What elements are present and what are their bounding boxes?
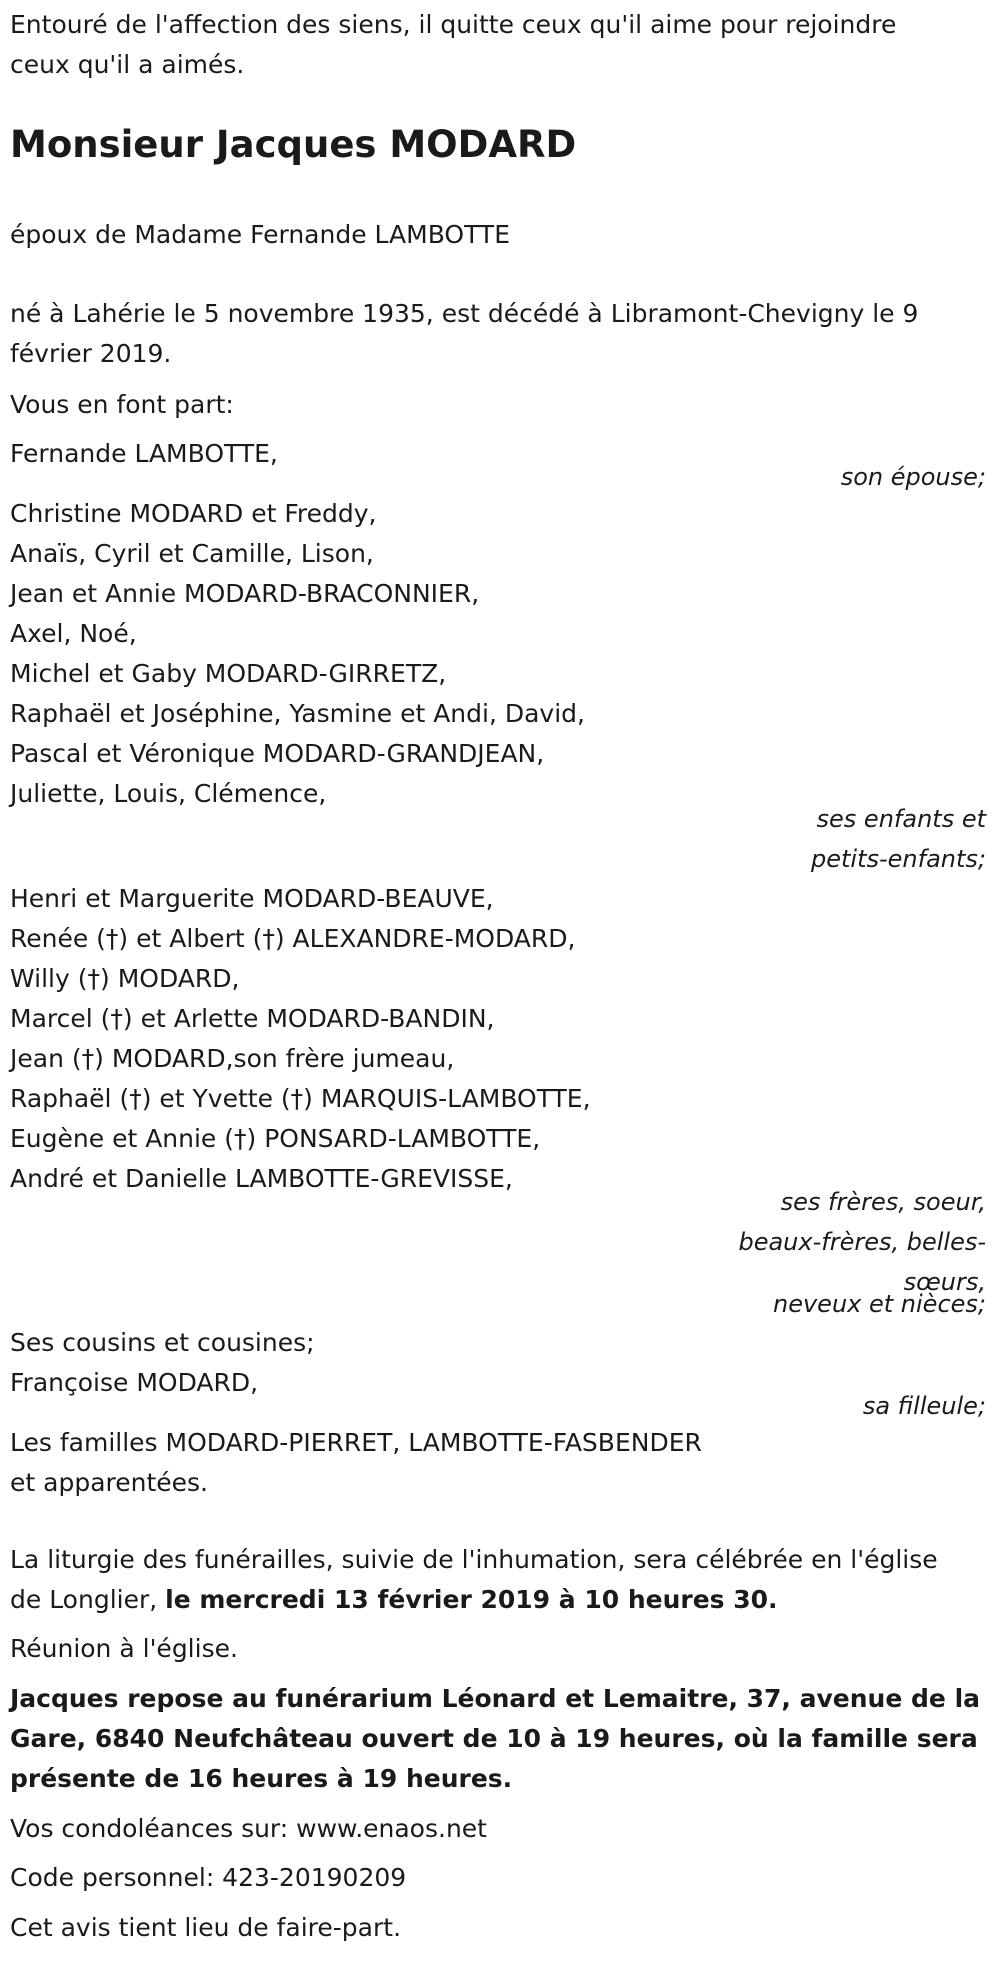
siblings-line: Willy (†) MODARD, <box>10 964 240 993</box>
children-line: Axel, Noé, <box>10 619 137 648</box>
closing-line: Cet avis tient lieu de faire-part. <box>10 1913 402 1942</box>
funerarium-line-2: Gare, 6840 Neufchâteau ouvert de 10 à 19 heures, où la famille sera <box>10 1724 978 1753</box>
siblings-line: Jean (†) MODARD,son frère jumeau, <box>10 1044 455 1073</box>
children-line: Christine MODARD et Freddy, <box>10 499 377 528</box>
siblings-role-3: sœurs, <box>903 1268 986 1296</box>
condolences-line: Vos condoléances sur: www.enaos.net <box>10 1814 487 1843</box>
announce-line: Vous en font part: <box>10 390 234 419</box>
spouse-line: époux de Madame Fernande LAMBOTTE <box>10 220 510 249</box>
wife-name: Fernande LAMBOTTE, <box>10 439 278 468</box>
siblings-line: Eugène et Annie (†) PONSARD-LAMBOTTE, <box>10 1124 541 1153</box>
siblings-role-2: beaux-frères, belles- <box>738 1228 986 1256</box>
code-line: Code personnel: 423-20190209 <box>10 1863 407 1892</box>
liturgy-date: le mercredi 13 février 2019 à 10 heures 30. <box>165 1585 778 1614</box>
reunion-line: Réunion à l'église. <box>10 1634 238 1663</box>
children-line: Anaïs, Cyril et Camille, Lison, <box>10 539 374 568</box>
liturgy-line-1: La liturgie des funérailles, suivie de l'inhumation, sera célébrée en l'église <box>10 1545 938 1574</box>
cousins-line: Ses cousins et cousines; <box>10 1328 315 1357</box>
intro-line-2: ceux qu'il a aimés. <box>10 50 245 79</box>
siblings-role-1: ses frères, soeur, <box>780 1188 986 1216</box>
deceased-name: Monsieur Jacques MODARD <box>10 123 577 166</box>
siblings-line: Raphaël (†) et Yvette (†) MARQUIS-LAMBOTTE, <box>10 1084 591 1113</box>
children-line: Michel et Gaby MODARD-GIRRETZ, <box>10 659 447 688</box>
siblings-line: André et Danielle LAMBOTTE-GREVISSE, <box>10 1164 513 1193</box>
families-line-1: Les familles MODARD-PIERRET, LAMBOTTE-FASBENDER <box>10 1428 702 1457</box>
siblings-line: Renée (†) et Albert (†) ALEXANDRE-MODARD, <box>10 924 576 953</box>
birth-line-2: février 2019. <box>10 339 172 368</box>
birth-line-1: né à Lahérie le 5 novembre 1935, est décédé à Libramont-Chevigny le 9 <box>10 299 919 328</box>
wife-role: son épouse; <box>840 463 986 491</box>
funerarium-line-1: Jacques repose au funérarium Léonard et Lemaitre, 37, avenue de la <box>10 1684 981 1713</box>
children-line: Pascal et Véronique MODARD-GRANDJEAN, <box>10 739 545 768</box>
goddaughter-role: sa filleule; <box>862 1392 986 1420</box>
funerarium-line-3: présente de 16 heures à 19 heures. <box>10 1764 513 1793</box>
children-role-1: ses enfants et <box>816 805 986 833</box>
children-line: Juliette, Louis, Clémence, <box>10 779 327 808</box>
intro-line-1: Entouré de l'affection des siens, il quitte ceux qu'il aime pour rejoindre <box>10 10 897 39</box>
liturgy-line-2 <box>10 1580 778 1620</box>
children-role-2: petits-enfants; <box>811 845 986 873</box>
siblings-line: Henri et Marguerite MODARD-BEAUVE, <box>10 884 494 913</box>
goddaughter-name: Françoise MODARD, <box>10 1368 259 1397</box>
siblings-line: Marcel (†) et Arlette MODARD-BANDIN, <box>10 1004 495 1033</box>
siblings-role-4: neveux et nièces; <box>773 1290 986 1318</box>
liturgy-place: de Longlier, <box>10 1585 166 1614</box>
children-line: Jean et Annie MODARD-BRACONNIER, <box>10 579 480 608</box>
families-line-2: et apparentées. <box>10 1468 208 1497</box>
children-line: Raphaël et Joséphine, Yasmine et Andi, David, <box>10 699 585 728</box>
